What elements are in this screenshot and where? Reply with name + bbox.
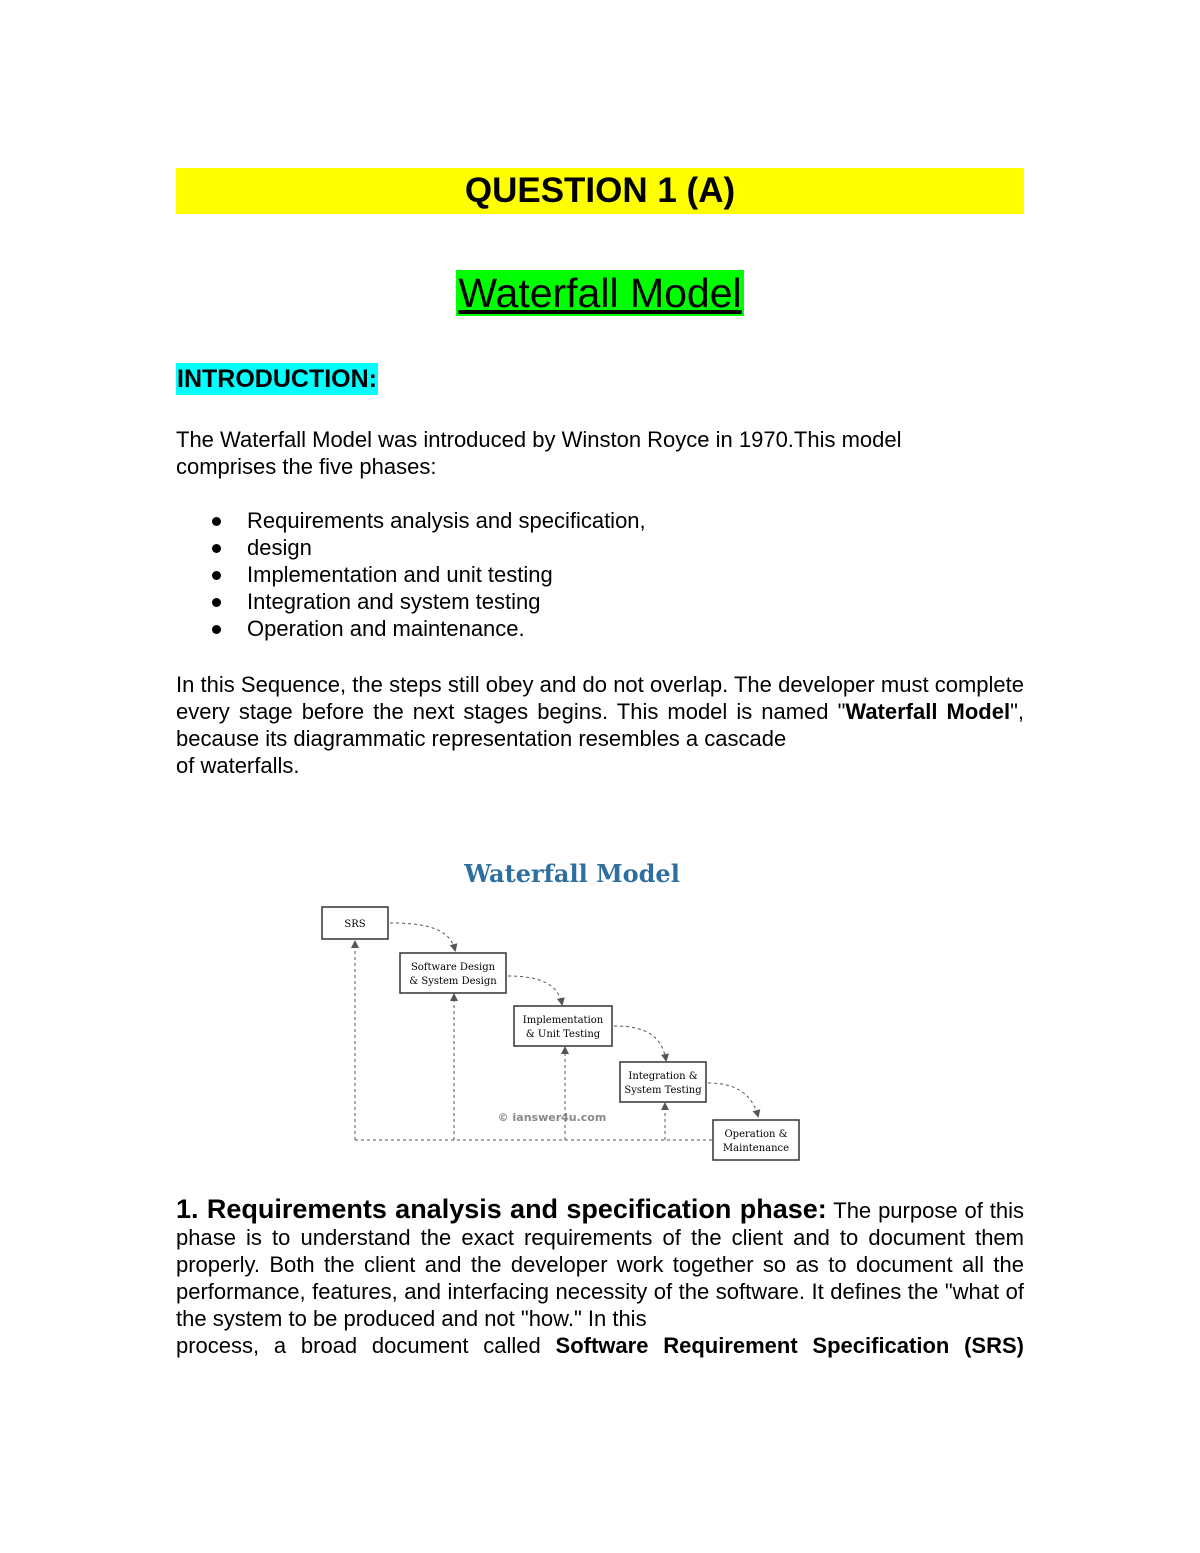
list-item-text: Operation and maintenance. xyxy=(247,616,525,641)
diagram-watermark: © ianswer4u.com xyxy=(497,1111,607,1124)
box-label: & System Design xyxy=(409,976,497,987)
diagram-box-srs xyxy=(322,907,388,939)
intro-heading: INTRODUCTION: xyxy=(177,365,377,393)
box-label: System Testing xyxy=(624,1085,702,1096)
sequence-text-before: In this Sequence, the steps still obey and do not overlap. The developer must complete every stage before the next stages begins. This model is named " xyxy=(176,672,1024,724)
requirements-last-line xyxy=(176,1332,1024,1359)
list-item xyxy=(176,615,646,642)
bullet-icon xyxy=(212,517,221,526)
page-title: Waterfall Model xyxy=(458,270,742,316)
box-label: Operation & xyxy=(724,1129,788,1140)
list-item xyxy=(176,588,646,615)
sequence-bold: Waterfall Model xyxy=(845,699,1011,724)
requirements-text: The purpose of this phase is to understand the exact requirements of the client and to document them properly. Both the client and the developer work together so as to document all the performance, features, and interfacing necessity of the software. It defines the "what of the system to be produced and not "how." In this xyxy=(176,1198,1024,1331)
box-label: Software Design xyxy=(410,962,496,973)
sequence-paragraph xyxy=(176,671,1024,779)
intro-line-2: comprises the five phases: xyxy=(176,454,437,479)
bullet-icon xyxy=(212,598,221,607)
phase-list xyxy=(176,507,646,642)
list-item-text: Integration and system testing xyxy=(247,589,541,614)
requirements-last-prefix: process, a broad document called xyxy=(176,1333,556,1358)
requirements-paragraph xyxy=(176,1196,1024,1359)
intro-paragraph xyxy=(176,426,1024,480)
page-title-wrap xyxy=(0,266,1200,320)
box-label: & Unit Testing xyxy=(525,1029,601,1040)
diagram-box-integration xyxy=(620,1062,706,1102)
requirements-heading: 1. Requirements analysis and specification phase: xyxy=(176,1194,827,1224)
bullet-icon xyxy=(212,625,221,634)
diagram-box-operation xyxy=(713,1120,799,1160)
bullet-icon xyxy=(212,571,221,580)
sequence-text-after: ", because its diagrammatic representation resembles a cascade xyxy=(176,699,1024,751)
list-item xyxy=(176,507,646,534)
box-label: Implementation xyxy=(522,1015,604,1026)
diagram-title: Waterfall Model xyxy=(464,859,680,888)
list-item xyxy=(176,561,646,588)
box-label: Integration & xyxy=(628,1071,698,1082)
waterfall-diagram xyxy=(300,850,820,1170)
list-item-text: Implementation and unit testing xyxy=(247,562,553,587)
requirements-last-bold: Software Requirement Specification (SRS) xyxy=(555,1333,1024,1358)
sequence-last-line: of waterfalls. xyxy=(176,753,300,778)
diagram-box-design xyxy=(400,953,506,993)
box-label: Maintenance xyxy=(722,1143,790,1154)
list-item-text: Requirements analysis and specification, xyxy=(247,508,646,533)
box-label: SRS xyxy=(344,919,366,930)
question-heading: QUESTION 1 (A) xyxy=(176,168,1024,214)
bullet-icon xyxy=(212,544,221,553)
diagram-box-implementation xyxy=(514,1006,612,1046)
list-item-text: design xyxy=(247,535,312,560)
list-item xyxy=(176,534,646,561)
intro-line-1: The Waterfall Model was introduced by Winston Royce in 1970.This model xyxy=(176,427,902,452)
